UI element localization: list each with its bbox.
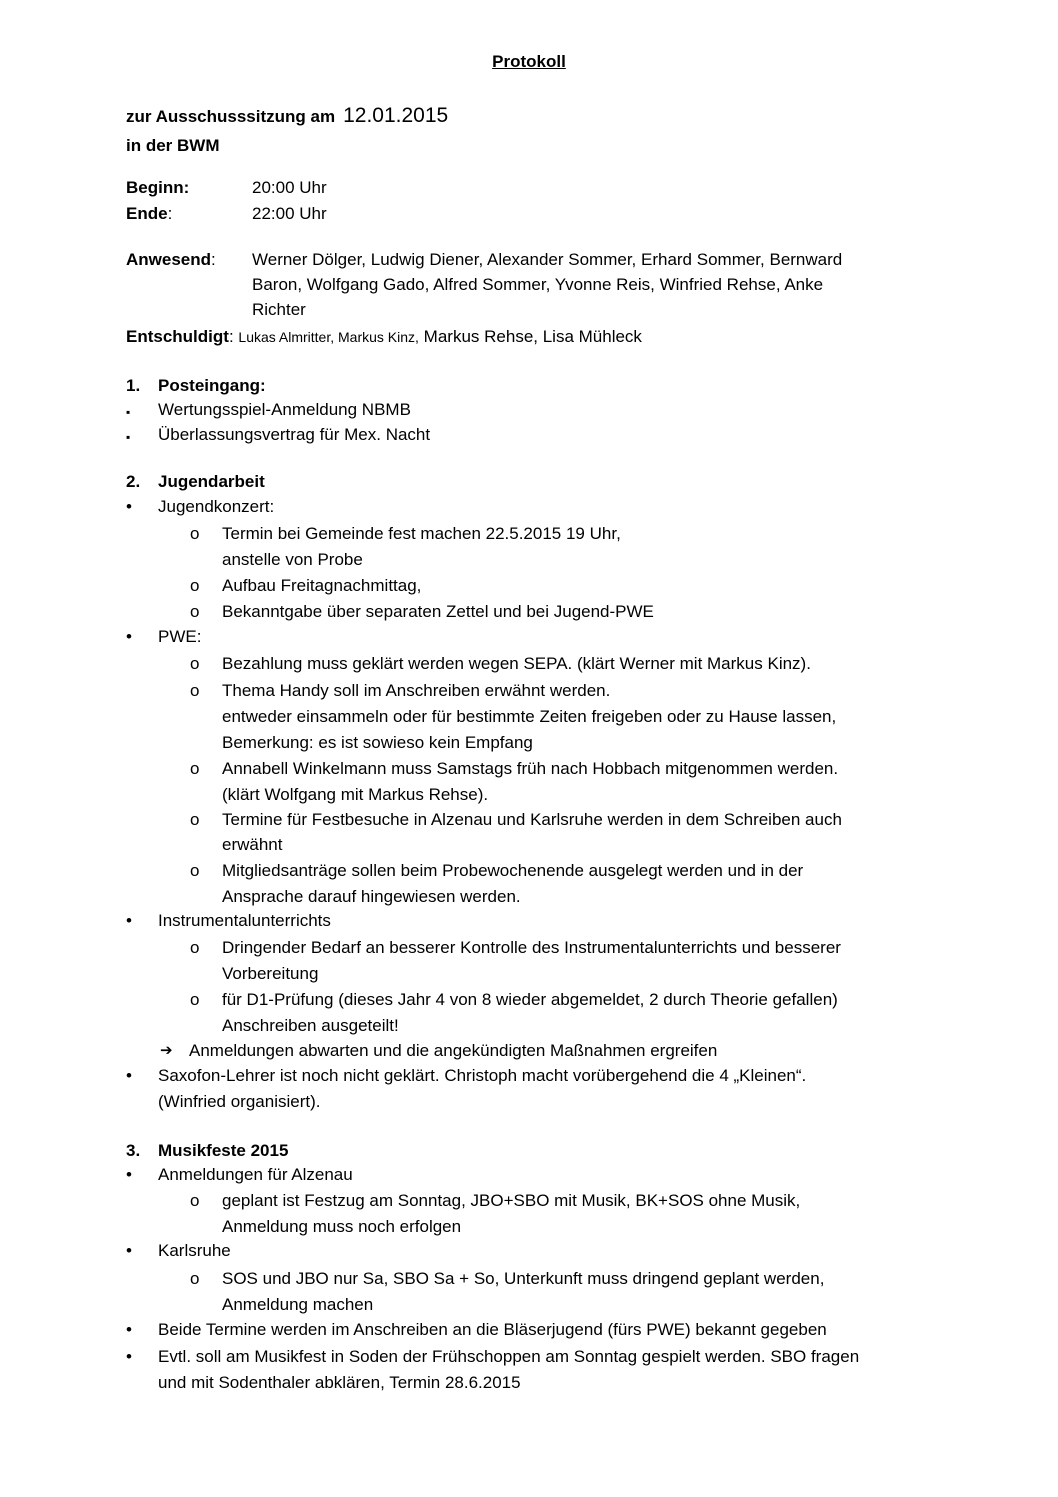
excused-names-small: Lukas Almritter, Markus Kinz, (238, 329, 419, 345)
section-3-heading (126, 1141, 288, 1161)
sub-item-cont: Bemerkung: es ist sowieso kein Empfang (222, 733, 533, 752)
sub-item-cont: erwähnt (222, 835, 283, 854)
circle-bullet-icon: o (190, 576, 200, 595)
list-item: Instrumentalunterrichts (158, 911, 331, 930)
bullet-icon: • (126, 911, 132, 930)
sub-item: Bezahlung muss geklärt werden wegen SEPA. (klärt Werner mit Markus Kinz). (222, 654, 811, 673)
end-colon: : (167, 204, 173, 223)
sub-item: Termine für Festbesuche in Alzenau und Karlsruhe werden in dem Schreiben auch (222, 810, 842, 829)
excused-colon: : (228, 327, 234, 346)
section-2-title: Jugendarbeit (158, 472, 265, 491)
sub-item: Mitgliedsanträge sollen beim Probewochenende ausgelegt werden und in der (222, 861, 804, 880)
section-2-number: 2. (126, 472, 141, 491)
present-names-2: Baron, Wolfgang Gado, Alfred Sommer, Yvonne Reis, Winfried Rehse, Anke (252, 275, 824, 294)
end-label-line (126, 204, 172, 224)
list-item: PWE: (158, 627, 202, 646)
sub-item: Bekanntgabe über separaten Zettel und bei Jugend-PWE (222, 602, 654, 621)
end-label: Ende (126, 204, 168, 223)
document-title: Protokoll (492, 52, 566, 71)
bullet-icon: • (126, 1165, 132, 1184)
sub-item: SOS und JBO nur Sa, SBO Sa + So, Unterkunft muss dringend geplant werden, (222, 1269, 825, 1288)
sub-item-cont: Vorbereitung (222, 964, 319, 983)
bullet-icon: • (126, 1066, 132, 1085)
bullet-icon: • (126, 627, 132, 646)
list-item-cont: und mit Sodenthaler abklären, Termin 28.6.2015 (158, 1373, 521, 1392)
sub-item-cont: entweder einsammeln oder für bestimmte Zeiten freigeben oder zu Hause lassen, (222, 707, 837, 726)
circle-bullet-icon: o (190, 524, 200, 543)
circle-bullet-icon: o (190, 861, 200, 880)
list-item: Wertungsspiel-Anmeldung NBMB (158, 400, 411, 419)
list-item: Anmeldungen für Alzenau (158, 1165, 353, 1184)
list-item: Beide Termine werden im Anschreiben an die Bläserjugend (fürs PWE) bekannt gegeben (158, 1320, 827, 1339)
section-2-heading (126, 472, 265, 492)
meeting-location: in der BWM (126, 136, 220, 155)
present-names-3: Richter (252, 300, 306, 319)
section-1-number: 1. (126, 376, 141, 395)
square-bullet-icon: ▪ (126, 405, 131, 419)
begin-label: Beginn: (126, 178, 190, 197)
arrow-right-icon: ➔ (160, 1042, 173, 1059)
section-1-heading (126, 376, 266, 396)
sub-item: Annabell Winkelmann muss Samstags früh nach Hobbach mitgenommen werden. (222, 759, 839, 778)
list-item: Saxofon-Lehrer ist noch nicht geklärt. Christoph macht vorübergehend die 4 „Kleinen“. (158, 1066, 807, 1085)
excused-label: Entschuldigt (126, 327, 229, 346)
bullet-icon: • (126, 1241, 132, 1260)
present-names-1: Werner Dölger, Ludwig Diener, Alexander Sommer, Erhard Sommer, Bernward (252, 250, 843, 269)
sub-item: Dringender Bedarf an besserer Kontrolle des Instrumentalunterrichts und besserer (222, 938, 841, 957)
square-bullet-icon: ▪ (126, 430, 131, 444)
sub-item: geplant ist Festzug am Sonntag, JBO+SBO mit Musik, BK+SOS ohne Musik, (222, 1191, 801, 1210)
present-label-line (126, 250, 216, 270)
circle-bullet-icon: o (190, 1269, 200, 1288)
meeting-line (126, 106, 448, 127)
excused-line (126, 327, 642, 347)
excused-names: Markus Rehse, Lisa Mühleck (423, 327, 642, 346)
bullet-icon: • (126, 497, 132, 516)
end-value: 22:00 Uhr (252, 204, 327, 223)
sub-item-cont: Anschreiben ausgeteilt! (222, 1016, 399, 1035)
section-3-title: Musikfeste 2015 (158, 1141, 289, 1160)
present-colon: : (211, 250, 216, 269)
present-label: Anwesend (126, 250, 212, 269)
circle-bullet-icon: o (190, 759, 200, 778)
section-1-title: Posteingang: (158, 376, 266, 395)
meeting-intro: zur Ausschusssitzung am (126, 107, 336, 126)
list-item: Evtl. soll am Musikfest in Soden der Frühschoppen am Sonntag gespielt werden. SBO fragen (158, 1347, 860, 1366)
circle-bullet-icon: o (190, 602, 200, 621)
bullet-icon: • (126, 1347, 132, 1366)
begin-value: 20:00 Uhr (252, 178, 327, 197)
sub-item: Termin bei Gemeinde fest machen 22.5.2015 19 Uhr, (222, 524, 621, 543)
circle-bullet-icon: o (190, 1191, 200, 1210)
section-3-number: 3. (126, 1141, 141, 1160)
sub-item: für D1-Prüfung (dieses Jahr 4 von 8 wieder abgemeldet, 2 durch Theorie gefallen) (222, 990, 838, 1009)
sub-item: Thema Handy soll im Anschreiben erwähnt werden. (222, 681, 611, 700)
circle-bullet-icon: o (190, 810, 200, 829)
sub-item-cont: Anmeldung machen (222, 1295, 374, 1314)
circle-bullet-icon: o (190, 681, 200, 700)
meeting-date: 12.01.2015 (343, 104, 449, 127)
circle-bullet-icon: o (190, 938, 200, 957)
list-item: Karlsruhe (158, 1241, 231, 1260)
sub-item-cont: anstelle von Probe (222, 550, 363, 569)
circle-bullet-icon: o (190, 990, 200, 1009)
arrow-item: Anmeldungen abwarten und die angekündigten Maßnahmen ergreifen (189, 1041, 718, 1060)
circle-bullet-icon: o (190, 654, 200, 673)
sub-item-cont: (klärt Wolfgang mit Markus Rehse). (222, 785, 489, 804)
bullet-icon: • (126, 1320, 132, 1339)
sub-item: Aufbau Freitagnachmittag, (222, 576, 422, 595)
sub-item-cont: Anmeldung muss noch erfolgen (222, 1217, 462, 1236)
list-item: Jugendkonzert: (158, 497, 275, 516)
list-item: Überlassungsvertrag für Mex. Nacht (158, 425, 431, 444)
sub-item-cont: Ansprache darauf hingewiesen werden. (222, 887, 521, 906)
list-item-cont: (Winfried organisiert). (158, 1092, 321, 1111)
